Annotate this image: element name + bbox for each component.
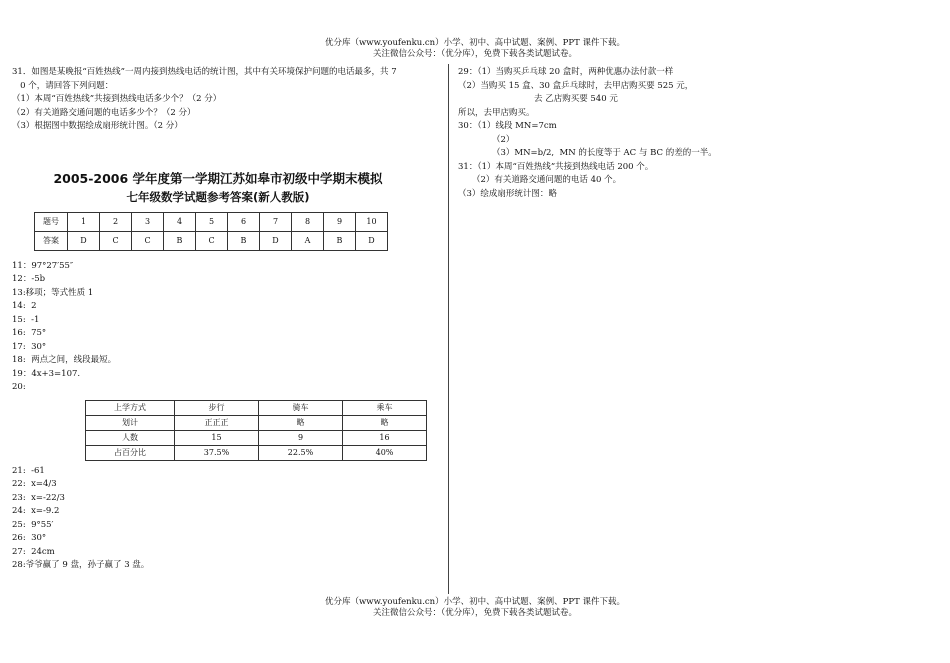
answer-key-title: 2005-2006 学年度第一学期江苏如皋市初级中学期末模拟	[53, 170, 383, 186]
answer-line: 18: 两点之间，线段最短。	[12, 355, 117, 365]
table-cell: B	[228, 231, 260, 250]
answer-line: 11：97°27′55″	[12, 260, 74, 271]
answer-line: 21: -61	[12, 465, 45, 476]
table-cell: 37.5%	[175, 445, 259, 460]
table-cell: D	[68, 231, 100, 250]
table-cell: 5	[196, 212, 228, 231]
table-cell: 骑车	[259, 400, 343, 415]
table-cell: 4	[164, 212, 196, 231]
table-cell: 乘车	[343, 400, 427, 415]
table-cell: 略	[343, 415, 427, 430]
footer-line-1: 优分库（www.youfenku.cn）小学、初中、高中试题、案例、PPT 课件下载。	[325, 597, 625, 607]
q31-line: （1）本周“百姓热线”共接到热线电话多少个？（2 分）	[12, 94, 222, 104]
table-cell: 10	[356, 212, 388, 231]
table-cell: C	[132, 231, 164, 250]
answer-line: 14: 2	[12, 301, 37, 311]
answer-line: （3）绘成扇形统计图：略	[458, 188, 557, 199]
answer-line: 31：（1）本周“百姓热线”共接到热线电话 200 个。	[458, 161, 654, 172]
table-row	[86, 400, 427, 415]
table-cell: 22.5%	[259, 445, 343, 460]
table-cell: 划计	[86, 415, 175, 430]
answer-line: 12：-5b	[12, 274, 46, 284]
q31-line: 0 个，请回答下列问题：	[12, 80, 114, 91]
table-cell: 占百分比	[86, 445, 175, 460]
answer-line: 20:	[12, 382, 26, 392]
table-cell: 9	[259, 430, 343, 445]
answer-line: （2）	[492, 134, 515, 145]
table-cell: 正正正	[175, 415, 259, 430]
answer-line: 13:移项；等式性质 1	[12, 287, 94, 298]
answer-key-subtitle: 七年级数学试题参考答案(新人教版)	[126, 189, 310, 204]
multiple-choice-answer-table	[34, 212, 388, 251]
answer-line: 25: 9°55′	[12, 519, 54, 530]
answer-line: 19：4x+3=107.	[12, 368, 81, 379]
table-cell: 上学方式	[86, 400, 175, 415]
answer-line: （2）当购买 15 盒、30 盒乒乓球时，去甲店购买要 525 元，	[458, 80, 694, 91]
header-line-2: 关注微信公众号：（优分库），免费下载各类试题试卷。	[372, 49, 577, 59]
table-cell: 3	[132, 212, 164, 231]
answer-line: 26: 30°	[12, 533, 47, 543]
table-row	[86, 430, 427, 445]
table-cell: 8	[292, 212, 324, 231]
table-row	[86, 445, 427, 460]
table-cell: D	[356, 231, 388, 250]
answer-line: 23: x=-22/3	[12, 492, 65, 503]
page-footer	[0, 597, 950, 619]
answer-line: 15: -1	[12, 314, 40, 325]
table-cell: 6	[228, 212, 260, 231]
table-cell: B	[164, 231, 196, 250]
q31-line: （3）根据图中数据绘成扇形统计图。（2 分）	[12, 121, 183, 131]
page-header	[0, 38, 950, 60]
table-cell: 略	[259, 415, 343, 430]
table-cell: A	[292, 231, 324, 250]
table-cell: 7	[260, 212, 292, 231]
answer-line: 去 乙店购买要 540 元	[534, 94, 618, 104]
answer-line: 28:爷爷赢了 9 盘，孙子赢了 3 盘。	[12, 560, 150, 570]
table-row	[35, 212, 388, 231]
answer-line: 24: x=-9.2	[12, 506, 60, 516]
table-cell: 1	[68, 212, 100, 231]
footer-line-2: 关注微信公众号：（优分库），免费下载各类试题试卷。	[372, 608, 577, 618]
table-cell: 步行	[175, 400, 259, 415]
table-cell: 题号	[35, 212, 68, 231]
column-divider	[448, 64, 449, 594]
table-cell: D	[260, 231, 292, 250]
table-cell: 人数	[86, 430, 175, 445]
q31-line: 31．如图是某晚报“百姓热线”一周内接到热线电话的统计图，其中有关环境保护问题的电话最多，共 7	[12, 67, 397, 77]
header-line-1: 优分库（www.youfenku.cn）小学、初中、高中试题、案例、PPT 课件下载。	[325, 38, 625, 48]
answer-line: 27: 24cm	[12, 546, 55, 557]
table-cell: C	[100, 231, 132, 250]
answer-line: 17: 30°	[12, 341, 47, 352]
transport-survey-table	[85, 400, 427, 461]
answer-line: 16: 75°	[12, 328, 47, 338]
table-cell: C	[196, 231, 228, 250]
answer-line: 30：（1）线段 MN=7cm	[458, 121, 557, 131]
table-cell: B	[324, 231, 356, 250]
table-cell: 40%	[343, 445, 427, 460]
table-cell: 16	[343, 430, 427, 445]
answer-line: 29：（1）当购买乒乓球 20 盒时，两种优惠办法付款一样	[458, 67, 674, 77]
answer-line: 所以，去甲店购买。	[458, 107, 535, 118]
answer-line: （2）有关道路交通问题的电话 40 个。	[472, 175, 622, 185]
left-column	[12, 66, 437, 573]
table-row	[86, 415, 427, 430]
right-column	[458, 66, 938, 201]
table-cell: 答案	[35, 231, 68, 250]
answer-line: 22: x=4/3	[12, 479, 57, 489]
q31-line: （2）有关道路交通问题的电话多少个？（2 分）	[12, 107, 196, 118]
table-cell: 2	[100, 212, 132, 231]
answer-line: （3）MN=b/2, MN 的长度等于 AC 与 BC 的差的一半。	[492, 148, 717, 158]
table-cell: 9	[324, 212, 356, 231]
table-cell: 15	[175, 430, 259, 445]
table-row	[35, 231, 388, 250]
